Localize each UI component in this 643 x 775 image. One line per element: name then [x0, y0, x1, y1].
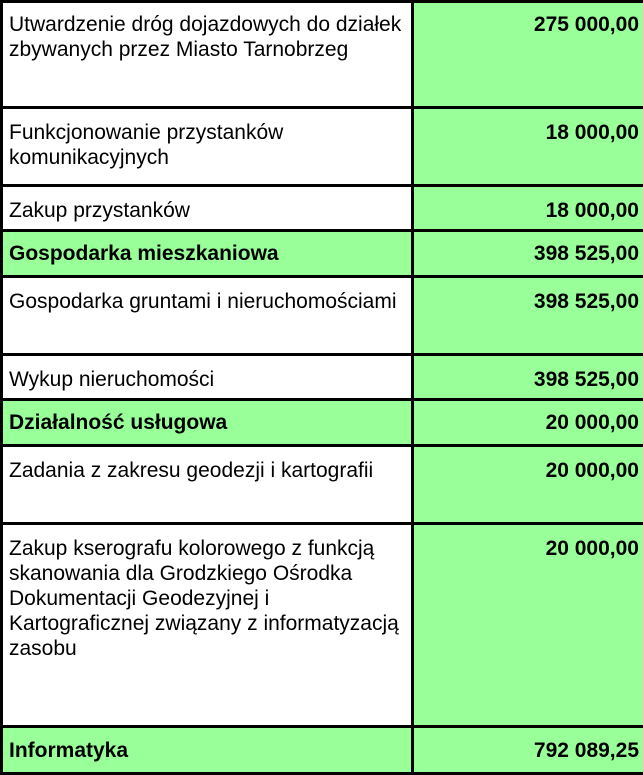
section-row: [2, 231, 643, 277]
row-label: Zakup przystanków: [2, 186, 413, 231]
row-amount: 20 000,00: [413, 446, 643, 524]
row-amount: 398 525,00: [413, 355, 643, 400]
section-label: Gospodarka mieszkaniowa: [2, 231, 413, 277]
section-amount: 20 000,00: [413, 400, 643, 446]
table-row: [2, 2, 643, 108]
row-amount: 275 000,00: [413, 2, 643, 108]
table-row: [2, 446, 643, 524]
row-label: Wykup nieruchomości: [2, 355, 413, 400]
section-label: Informatyka: [2, 727, 413, 774]
table-row: [2, 277, 643, 355]
section-label: Działalność usługowa: [2, 400, 413, 446]
row-amount: 18 000,00: [413, 108, 643, 186]
row-amount: 18 000,00: [413, 186, 643, 231]
row-label: Gospodarka gruntami i nieruchomościami: [2, 277, 413, 355]
row-label: Funkcjonowanie przystanków komunikacyjnych: [2, 108, 413, 186]
section-row: [2, 400, 643, 446]
row-label: Utwardzenie dróg dojazdowych do działek zbywanych przez Miasto Tarnobrzeg: [2, 2, 413, 108]
row-label: Zadania z zakresu geodezji i kartografii: [2, 446, 413, 524]
row-label: Zakup kserografu kolorowego z funkcją skanowania dla Grodzkiego Ośrodka Dokumentacji Geodezyjnej i Kartograficznej związany z informatyzacją zasobu: [2, 524, 413, 727]
row-amount: 20 000,00: [413, 524, 643, 727]
section-row: [2, 727, 643, 774]
section-amount: 398 525,00: [413, 231, 643, 277]
table-row: [2, 355, 643, 400]
section-amount: 792 089,25: [413, 727, 643, 774]
row-amount: 398 525,00: [413, 277, 643, 355]
table-row: [2, 524, 643, 727]
table-row: [2, 108, 643, 186]
table-row: [2, 186, 643, 231]
